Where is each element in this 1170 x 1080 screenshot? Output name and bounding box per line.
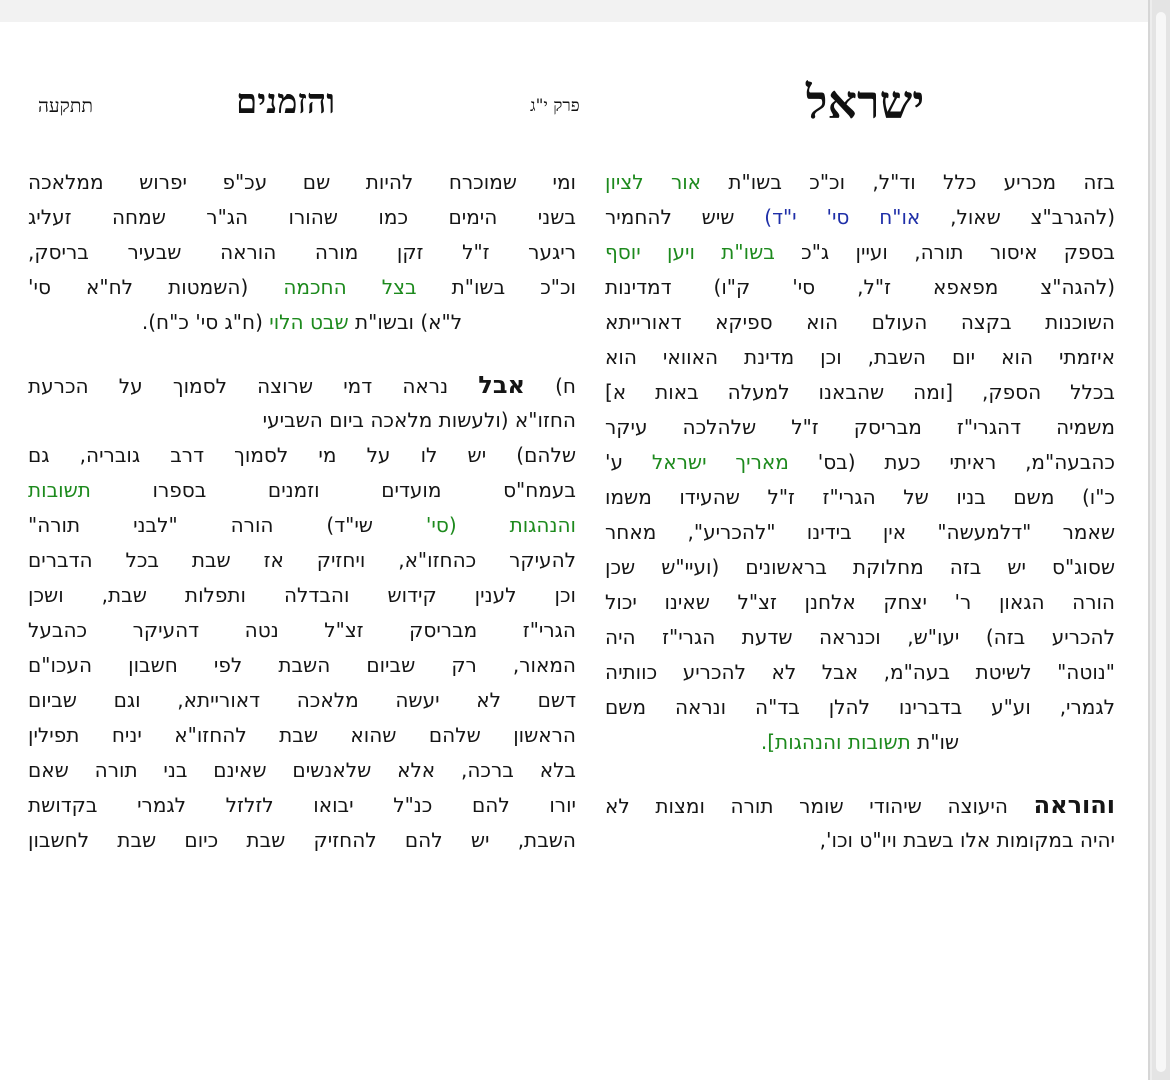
text-line xyxy=(605,515,1115,550)
text-line xyxy=(28,788,576,823)
text-line xyxy=(605,620,1115,655)
cited-work-name: בשו"ת ויען יוסף xyxy=(605,240,775,264)
text-run: הורה הגאון ר' יצחק אלחנן זצ"ל שאינו יכול xyxy=(605,590,1115,614)
chapter-label: פרק י"ג xyxy=(530,96,580,116)
text-line xyxy=(605,375,1115,410)
text-run: (ח"ג סי' כ"ח). xyxy=(141,310,270,334)
text-line xyxy=(605,340,1115,375)
running-title-left: והזמנים xyxy=(236,82,336,122)
text-line xyxy=(28,718,576,753)
text-line xyxy=(28,438,576,473)
text-run: בספק איסור תורה, ועיין ג"כ xyxy=(774,240,1115,264)
text-run: לגמרי, וע"ע בדברינו להלן בד"ה ונראה משם xyxy=(605,695,1115,719)
text-run: נראה דמי שרוצה לסמוך על הכרעת xyxy=(28,374,479,398)
text-run: להעיקר כהחזו"א, ויחזיק אז שבת בכל הדברים xyxy=(28,548,576,572)
text-line xyxy=(28,578,576,613)
text-run: וכן לענין קידוש והבדלה ותפלות שבת, ושכן xyxy=(28,583,576,607)
paragraph-gap xyxy=(28,340,576,368)
running-title-right: ישראל xyxy=(806,75,925,129)
page-edge xyxy=(1148,0,1150,1080)
text-line xyxy=(28,823,576,858)
text-run: ע' xyxy=(605,450,652,474)
text-run: השוכנות בקצה העולם הוא ספיקא דאורייתא xyxy=(605,310,1115,334)
cited-work-name: מאריך ישראל xyxy=(651,450,789,474)
text-line xyxy=(605,305,1115,340)
text-run: ל"א) ובשו"ת xyxy=(348,310,463,334)
text-run: להכריע בזה) יעו"ש, וכנראה שדעת הגרי"ז היה xyxy=(605,625,1115,649)
text-run: בכלל הספק, [ומה שהבאנו למעלה באות א] xyxy=(605,380,1115,404)
text-line xyxy=(605,200,1115,235)
text-line xyxy=(28,235,576,270)
text-line xyxy=(605,270,1115,305)
text-run: הראשון שלהם שהוא שבת להחזו"א יניח תפילין xyxy=(28,723,576,747)
text-run: שאמר "דלמעשה" אין בידינו "להכריע", מאחר xyxy=(605,520,1115,544)
cited-work-name: והנהגות (סי' xyxy=(372,513,576,537)
text-line xyxy=(28,648,576,683)
text-run: בשני הימים כמו שהורו הג"ר שמחה זעליג xyxy=(28,205,576,229)
text-line xyxy=(28,543,576,578)
cited-reference: או"ח סי' י"ד) xyxy=(764,205,921,229)
text-line xyxy=(605,445,1115,480)
text-run: בזה מכריע כלל וד"ל, וכ"כ בשו"ת xyxy=(701,170,1115,194)
text-line xyxy=(28,473,576,508)
text-run: הגרי"ז מבריסק זצ"ל נטה דהעיקר כהבעל xyxy=(28,618,576,642)
text-line xyxy=(605,725,1115,760)
cited-work-name: תשובות xyxy=(28,478,91,502)
text-column-right xyxy=(605,165,1115,858)
text-run: יורו להם כנ"ל יבואו לזלזל לגמרי בקדושת xyxy=(28,793,576,817)
text-line xyxy=(28,165,576,200)
text-line xyxy=(28,613,576,648)
text-run: (להגרב"צ שאול, xyxy=(920,205,1115,229)
text-run: שיש להחמיר xyxy=(605,205,765,229)
text-run: כהבעה"מ, ראיתי כעת (בס' xyxy=(788,450,1115,474)
cited-work-name: תשובות והנהגות]. xyxy=(760,730,911,754)
text-run: וכ"כ בשו"ת xyxy=(416,275,576,299)
text-run: ח) xyxy=(524,374,576,398)
text-run: משמיה דהגרי"ז מבריסק ז"ל שלהלכה עיקר xyxy=(605,415,1115,439)
text-line xyxy=(28,270,576,305)
text-column-left xyxy=(28,165,576,858)
paragraph-lead-word: אבל xyxy=(478,371,525,399)
text-line xyxy=(605,550,1115,585)
text-run: כ"ו) משם בניו של הגרי"ז ז"ל שהעידו משמו xyxy=(605,485,1115,509)
scrollbar-thumb[interactable] xyxy=(1156,12,1166,1072)
paragraph-gap xyxy=(605,760,1115,788)
text-line xyxy=(28,368,576,403)
text-line xyxy=(28,200,576,235)
text-run: בעמח"ס מועדים וזמנים בספרו xyxy=(90,478,576,502)
text-line xyxy=(28,683,576,718)
text-line xyxy=(605,165,1115,200)
text-run: החזו"א (ולעשות מלאכה ביום השביעי xyxy=(262,408,576,432)
text-run: המאור, רק שביום השבת לפי חשבון העכו"ם xyxy=(28,653,576,677)
text-line xyxy=(28,305,576,340)
text-run: ומי שמוכרח להיות שם עכ"פ יפרוש ממלאכה xyxy=(28,170,576,194)
text-run: איזמתי הוא יום השבת, וכן מדינת האוואי הוא xyxy=(605,345,1115,369)
text-run: דשם לא יעשה מלאכה דאורייתא, וגם שביום xyxy=(28,688,576,712)
text-line xyxy=(605,585,1115,620)
page-number: תתקעה xyxy=(38,95,94,117)
page-top-margin xyxy=(0,0,1148,22)
text-line xyxy=(28,403,576,438)
text-run: (השמטות לח"א סי' xyxy=(28,275,284,299)
text-line xyxy=(605,410,1115,445)
text-run: בלא ברכה, אלא שלאנשים שאינם בני תורה שאם xyxy=(28,758,576,782)
text-line xyxy=(605,788,1115,823)
text-run: שלהם) יש לו על מי לסמוך דרב גובריה, גם xyxy=(28,443,576,467)
text-run: היעוצה שיהודי שומר תורה ומצות לא xyxy=(605,794,1034,818)
paragraph-lead-word: והוראה xyxy=(1033,791,1115,819)
text-line xyxy=(28,753,576,788)
text-run: "נוטה" לשיטת בעה"מ, אבל לא להכריע כוותיה xyxy=(605,660,1115,684)
text-run: שסוג"ס יש בזה מחלוקת בראשונים (ועיי"ש שכן xyxy=(605,555,1115,579)
cited-work-name: שבט הלוי xyxy=(269,310,349,334)
cited-work-name: אור לציון xyxy=(605,170,702,194)
text-line xyxy=(28,508,576,543)
text-line xyxy=(605,655,1115,690)
text-run: שי"ד) הורה "לבני תורה" xyxy=(28,513,373,537)
text-run: השבת, יש להם להחזיק שבת כיום שבת לחשבון xyxy=(28,828,576,852)
text-line xyxy=(605,690,1115,725)
vertical-scrollbar[interactable] xyxy=(1152,0,1170,1080)
text-run: (להגה"צ מפאפא ז"ל, סי' ק"ו) דמדינות xyxy=(605,275,1115,299)
text-run: ריגער ז"ל זקן מורה הוראה שבעיר בריסק, xyxy=(28,240,576,264)
cited-work-name: בצל החכמה xyxy=(283,275,417,299)
text-run: שו"ת xyxy=(910,730,960,754)
text-line xyxy=(605,480,1115,515)
text-line xyxy=(605,823,1115,858)
text-run: יהיה במקומות אלו בשבת ויו"ט וכו', xyxy=(819,828,1115,852)
text-line xyxy=(605,235,1115,270)
